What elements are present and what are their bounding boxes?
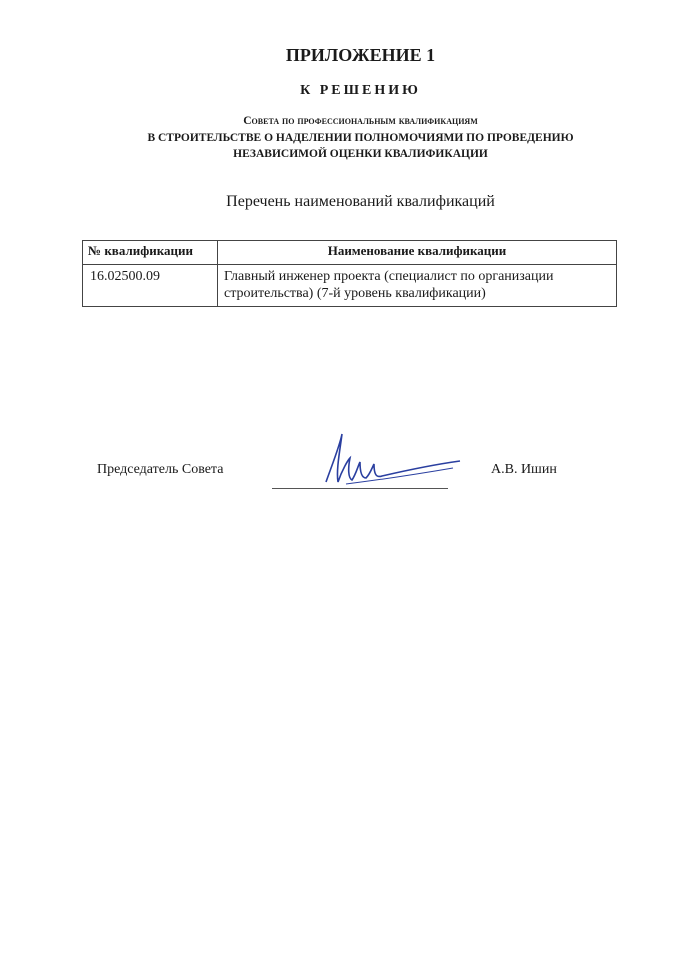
chairman-name: А.В. Ишин (491, 462, 557, 477)
council-line: В СТРОИТЕЛЬСТВЕ О НАДЕЛЕНИИ ПОЛНОМОЧИЯМИ ПО ПРОВЕДЕНИЮ (147, 131, 574, 144)
qualification-name: Главный инженер проекта (специалист по организации строительства) (7-й уровень квалификации) (218, 265, 617, 307)
appendix-title: ПРИЛОЖЕНИЕ 1 (285, 45, 436, 65)
list-title: Перечень наименований квалификаций (226, 193, 495, 210)
chairman-label: Председатель Совета (97, 462, 224, 477)
header-number: № квалификации (83, 241, 218, 265)
signature-line (272, 488, 448, 489)
council-heading (0, 113, 679, 163)
table-row (83, 265, 617, 307)
header-name: Наименование квалификации (218, 241, 617, 265)
qualifications-table (82, 240, 617, 307)
council-line: Совета по профессиональным квалификациям (243, 115, 478, 127)
table-header-row (83, 241, 617, 265)
decision-heading: К РЕШЕНИЮ (300, 83, 421, 98)
handwritten-signature (318, 430, 463, 488)
qualification-number: 16.02500.09 (83, 265, 218, 307)
council-line: НЕЗАВИСИМОЙ ОЦЕНКИ КВАЛИФИКАЦИИ (233, 148, 488, 160)
